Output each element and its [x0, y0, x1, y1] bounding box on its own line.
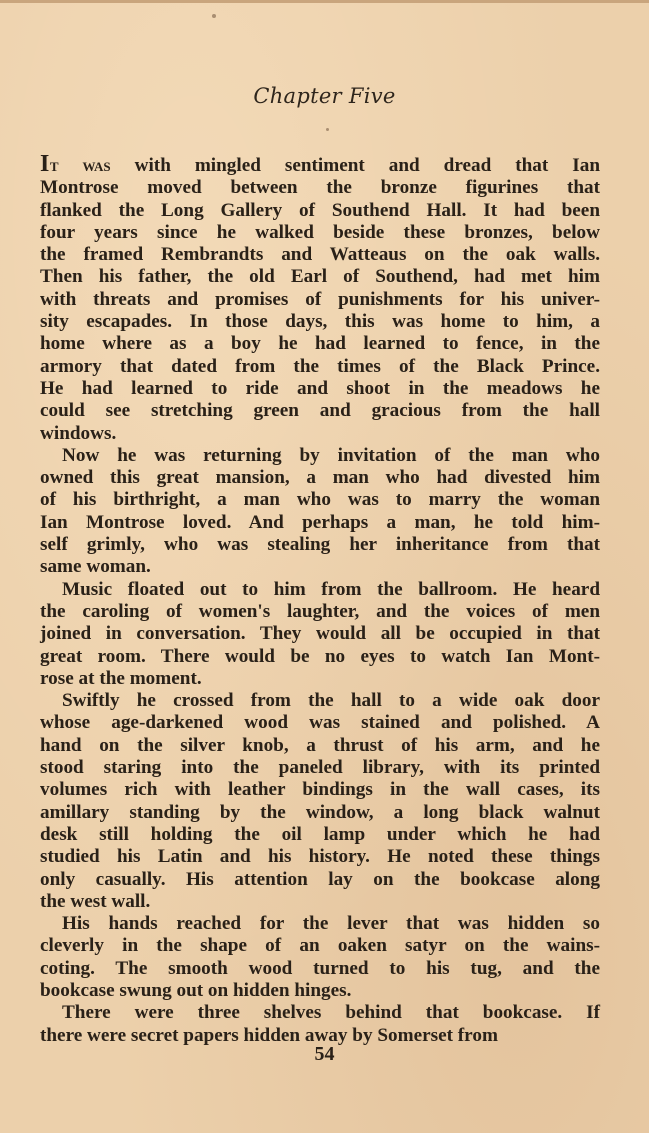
text-line: the framed Rembrandts and Watteaus on the oak walls. — [40, 244, 600, 266]
text-line: of his birthright, a man who was to marry the woman — [40, 489, 600, 511]
text-line: studied his Latin and his history. He noted these things — [40, 846, 600, 868]
text-line: desk still holding the oil lamp under which he had — [40, 823, 600, 845]
paragraph — [40, 913, 600, 1002]
ink-spot — [326, 128, 329, 131]
paragraph — [40, 690, 600, 913]
text-line: Montrose moved between the bronze figurines that — [40, 177, 600, 199]
text-line: hand on the silver knob, a thrust of his arm, and he — [40, 734, 600, 756]
text-line: great room. There would be no eyes to watch Ian Mont- — [40, 645, 600, 667]
text-line: the west wall. — [40, 890, 151, 912]
page-top-edge — [0, 0, 649, 3]
text-line: Music floated out to him from the ballroom. He heard — [62, 578, 600, 600]
text-line: windows. — [40, 422, 117, 444]
text-line: His hands reached for the lever that was hidden so — [62, 913, 600, 935]
text-line: coting. The smooth wood turned to his tug, and the — [40, 957, 600, 979]
text-line: amillary standing by the window, a long black walnut — [40, 801, 600, 823]
text-line: same woman. — [40, 556, 151, 578]
text-line: Then his father, the old Earl of Southend, had met him — [40, 266, 600, 288]
paragraph — [40, 1002, 600, 1047]
text-line: rose at the moment. — [40, 667, 202, 689]
body-text — [40, 153, 600, 1047]
text-line: sity escapades. In those days, this was home to him, a — [40, 311, 600, 333]
page-number: 54 — [314, 1043, 335, 1065]
text-line: home where as a boy he had learned to fence, in the — [40, 333, 600, 355]
text-line: He had learned to ride and shoot in the meadows he — [40, 377, 600, 399]
chapter-title: Chapter Five — [253, 84, 396, 108]
text-line: flanked the Long Gallery of Southend Hall. It had been — [40, 199, 600, 221]
text-line: There were three shelves behind that bookcase. If — [62, 1002, 600, 1024]
ink-spot — [212, 14, 216, 18]
text-line: It was with mingled sentiment and dread that Ian — [40, 151, 600, 177]
text-line: four years since he walked beside these bronzes, below — [40, 221, 600, 243]
text-line: cleverly in the shape of an oaken satyr on the wains- — [40, 935, 600, 957]
text-line: could see stretching green and gracious from the hall — [40, 400, 600, 422]
text-line: self grimly, who was stealing her inheritance from that — [40, 534, 600, 556]
paragraph — [40, 579, 600, 690]
text-line: whose age-darkened wood was stained and polished. A — [40, 712, 600, 734]
text-line: Swiftly he crossed from the hall to a wide oak door — [62, 690, 600, 712]
text-line: only casually. His attention lay on the bookcase along — [40, 868, 600, 890]
paragraph — [40, 445, 600, 579]
text-line: Ian Montrose loved. And perhaps a man, he told him- — [40, 511, 600, 533]
text-line: the caroling of women's laughter, and the voices of men — [40, 600, 600, 622]
text-line: armory that dated from the times of the Black Prince. — [40, 355, 600, 377]
text-line: Now he was returning by invitation of the man who — [62, 444, 600, 466]
text-line: bookcase swung out on hidden hinges. — [40, 979, 352, 1001]
text-line: there were secret papers hidden away by Somerset from — [40, 1024, 498, 1046]
paragraph — [40, 153, 600, 445]
text-line: owned this great mansion, a man who had divested him — [40, 467, 600, 489]
text-line: with threats and promises of punishments for his univer- — [40, 288, 600, 310]
text-line: stood staring into the paneled library, with its printed — [40, 757, 600, 779]
text-line: joined in conversation. They would all be occupied in that — [40, 623, 600, 645]
text-line: volumes rich with leather bindings in the wall cases, its — [40, 779, 600, 801]
